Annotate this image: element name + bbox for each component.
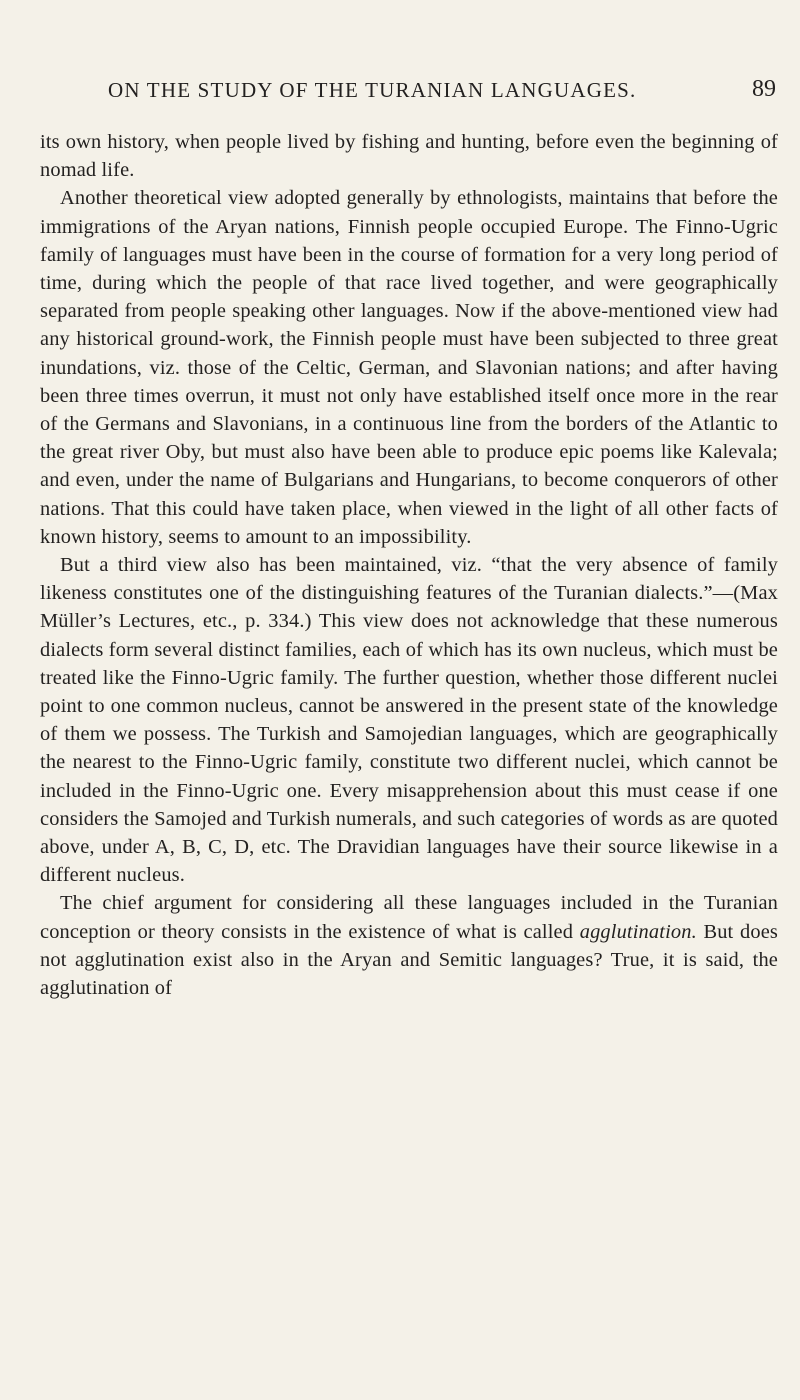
paragraph-third-view: But a third view also has been maintained, viz. “that the very absence of family likeness constitutes one of the distinguishing features of the Turanian dialects.”—(Max Müller’s Lectures, etc., p. 334.) This view does not acknowledge that these numerous dialects form several distinct families, each of which has its own nucleus, which must be treated like the Finno-Ugric family. The further question, whether those different nuclei point to one common nucleus, cannot be answered in the present state of the knowledge of them we possess. The Turkish and Samojedian languages, which are geographically the nearest to the Finno-Ugric family, constitute two different nuclei, which cannot be included in the Finno-Ugric one. Every misapprehension about this must cease if one considers the Samojed and Turkish numerals, and such categories of words as are quoted above, under A, B, C, D, etc. The Dravidian languages have their source likewise in a different nucleus.	[40, 554, 778, 887]
running-title: ON THE STUDY OF THE TURANIAN LANGUAGES.	[108, 78, 637, 102]
body-text	[40, 128, 778, 1002]
paragraph-agglutination	[40, 889, 778, 1002]
paragraph-second-view: Another theoretical view adopted generally by ethnologists, maintains that before the immigrations of the Aryan nations, Finnish people occupied Europe. The Finno-Ugric family of languages must have been in the course of formation for a very long period of time, during which the people of that race lived together, and were geographically separated from people speaking other languages. Now if the above-mentioned view had any historical ground-work, the Finnish people must have been subjected to three great inundations, viz. those of the Celtic, German, and Slavonian nations; and after having been three times overrun, it must not only have established itself once more in the rear of the Germans and Slavonians, in a continuous line from the borders of the Atlantic to the great river Oby, but must also have been able to produce epic poems like Kalevala; and even, under the name of Bulgarians and Hungarians, to become conquerors of other nations. That this could have taken place, when viewed in the light of all other facts of known history, seems to amount to an impossibility.	[40, 187, 778, 548]
agglutination-term: agglutination.	[579, 920, 697, 943]
agglutination-text-end: But does not agglutination exist also in the Aryan and Semitic languages? True, it is said, the agglutination of	[40, 920, 778, 1000]
page-number: 89	[752, 76, 776, 102]
paragraph-continuation: its own history, when people lived by fishing and hunting, before even the beginning of nomad life.	[40, 131, 778, 182]
running-head	[40, 72, 780, 112]
agglutination-text-start: The chief argument for considering all these languages included in the Turanian conception or theory consists in the existence of what is called	[40, 892, 778, 943]
